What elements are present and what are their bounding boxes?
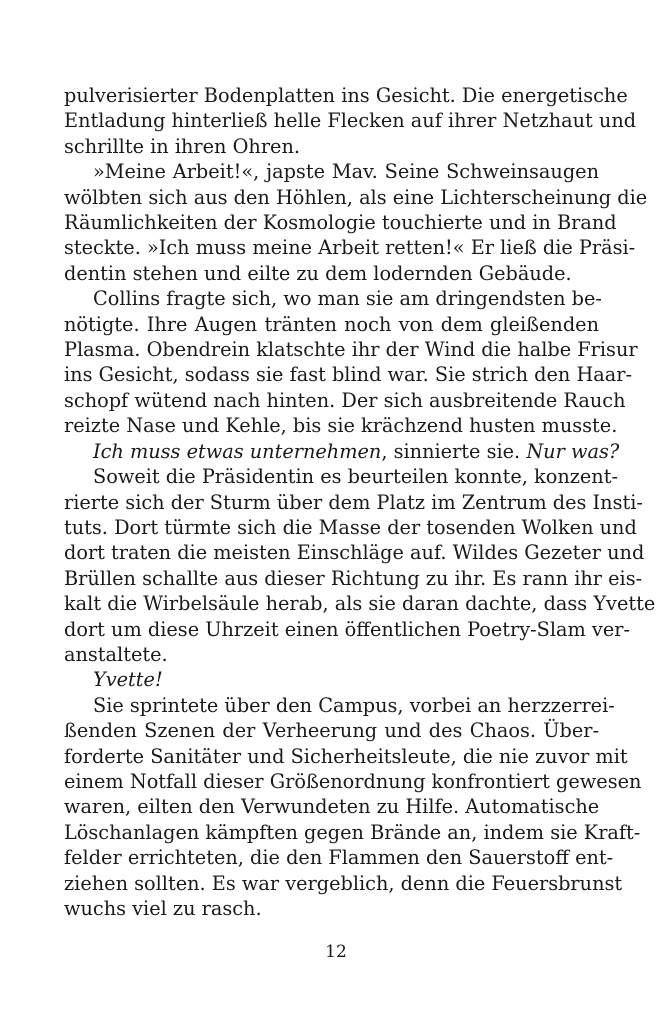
page-body xyxy=(64,83,656,921)
text-line: dort traten die meisten Einschläge auf. Wildes Gezeter und xyxy=(64,541,645,565)
text-line: kalt die Wirbelsäule herab, als sie daran dachte, dass Yvette xyxy=(64,592,656,616)
text-line: Collins fragte sich, wo man sie am dringendsten be- xyxy=(93,287,602,311)
paragraph-1 xyxy=(64,83,637,159)
text-line: Sie sprintete über den Campus, vorbei an herzzerrei- xyxy=(93,693,615,717)
paragraph-6-exclamation xyxy=(64,667,599,692)
text-line: waren, eilten den Verwundeten zu Hilfe. Automatische xyxy=(64,795,600,819)
text-line: schrillte in ihren Ohren. xyxy=(64,134,300,158)
text-line: »Meine Arbeit!«, japste Mav. Seine Schweinsaugen xyxy=(93,160,599,184)
text-line: Brüllen schallte aus dieser Richtung zu ihr. Es rann ihr eis- xyxy=(64,566,643,590)
paragraph-3 xyxy=(64,286,638,438)
text-line: Räumlichkeiten der Kosmologie touchierte und in Brand xyxy=(64,211,617,235)
text-line: steckte. »Ich muss meine Arbeit retten!« Er ließ die Präsi- xyxy=(64,236,636,260)
text-line: Plasma. Obendrein klatschte ihr der Wind die halbe Frisur xyxy=(64,338,638,362)
paragraph-4-thought xyxy=(64,439,620,464)
text-line: felder errichteten, die den Flammen den Sauerstoff ent- xyxy=(64,846,614,870)
text-line: reizte Nase und Kehle, bis sie krächzend husten musste. xyxy=(64,414,618,438)
text-line: ßenden Szenen der Verheerung und des Chaos. Über- xyxy=(64,719,599,743)
text-line: tuts. Dort türmte sich die Masse der tosenden Wolken und xyxy=(64,515,637,539)
paragraph-2 xyxy=(64,159,648,286)
body-text xyxy=(64,83,656,921)
text-line: wölbten sich aus den Höhlen, als eine Lichterscheinung die xyxy=(64,185,648,209)
text-line: anstaltete. xyxy=(64,642,168,666)
text-line: Soweit die Präsidentin es beurteilen konnte, konzent- xyxy=(93,465,618,489)
text-line: nötigte. Ihre Augen tränten noch von dem gleißenden xyxy=(64,312,599,336)
text-line: pulverisierter Bodenplatten ins Gesicht. Die energetische xyxy=(64,84,628,107)
text-line: einem Notfall dieser Größenordnung konfrontiert gewesen xyxy=(64,769,642,793)
italic-thought: Nur was? xyxy=(526,439,620,463)
text-line: rierte sich der Sturm über dem Platz im Zentrum des Insti- xyxy=(64,490,643,514)
text-line: schopf wütend nach hinten. Der sich ausbreitende Rauch xyxy=(64,388,626,412)
text-line: wuchs viel zu rasch. xyxy=(64,897,262,920)
italic-exclamation: Yvette! xyxy=(93,668,163,692)
narration: , sinnierte sie. xyxy=(381,439,527,463)
text-line xyxy=(64,667,599,692)
text-line xyxy=(64,439,620,464)
text-line: ziehen sollten. Es war vergeblich, denn die Feuersbrunst xyxy=(64,871,623,895)
text-line: forderte Sanitäter und Sicherheitsleute, die nie zuvor mit xyxy=(64,744,628,768)
text-line: dort um diese Uhrzeit einen öffentlichen Poetry-Slam ver- xyxy=(64,617,630,641)
text-line: dentin stehen und eilte zu dem lodernden Gebäude. xyxy=(64,261,572,285)
paragraph-5 xyxy=(64,464,656,667)
text-line: Löschanlagen kämpften gegen Brände an, indem sie Kraft- xyxy=(64,820,641,844)
italic-thought: Ich muss etwas unternehmen xyxy=(93,439,382,463)
paragraph-7 xyxy=(64,693,642,922)
page-number: 12 xyxy=(325,942,347,962)
text-line: Entladung hinterließ helle Flecken auf ihrer Netzhaut und xyxy=(64,109,637,133)
text-line: ins Gesicht, sodass sie fast blind war. Sie strich den Haar- xyxy=(64,363,633,387)
